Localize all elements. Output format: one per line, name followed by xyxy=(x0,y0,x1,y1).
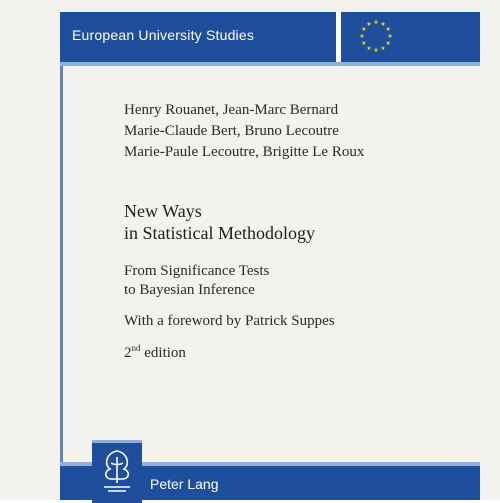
peter-lang-logo-icon xyxy=(92,440,142,503)
subtitle-line-2: to Bayesian Inference xyxy=(124,282,255,298)
eu-star-icon xyxy=(374,48,379,52)
author-line: Henry Rouanet, Jean-Marc Bernard xyxy=(124,102,339,118)
foreword-credit: With a foreword by Patrick Suppes xyxy=(124,313,335,329)
author-line: Marie-Paule Lecoutre, Brigitte Le Roux xyxy=(124,144,365,160)
eu-star-icon xyxy=(367,21,372,25)
left-rule xyxy=(60,66,63,466)
eu-star-icon xyxy=(388,34,393,38)
edition-number: 2 xyxy=(124,345,132,361)
eu-star-icon xyxy=(362,41,367,45)
book-title xyxy=(124,200,315,244)
eu-flag-icon xyxy=(341,14,411,58)
series-title: European University Studies xyxy=(72,27,255,43)
edition-suffix: nd xyxy=(131,343,141,353)
eu-star-icon xyxy=(374,20,379,24)
edition-word: edition xyxy=(140,345,186,361)
eu-star-icon xyxy=(381,21,386,25)
eu-star-icon xyxy=(360,34,365,38)
eu-star-icon xyxy=(386,41,391,45)
title-line-1: New Ways xyxy=(124,201,202,221)
edition-label xyxy=(124,345,186,362)
author-list xyxy=(124,100,364,163)
eu-star-icon xyxy=(367,46,372,50)
title-line-2: in Statistical Methodology xyxy=(124,223,315,243)
eu-star-icon xyxy=(381,46,386,50)
book-subtitle xyxy=(124,262,269,300)
publisher-name: Peter Lang xyxy=(150,476,219,492)
eu-star-icon xyxy=(362,27,367,31)
author-line: Marie-Claude Bert, Bruno Lecoutre xyxy=(124,123,339,139)
subtitle-line-1: From Significance Tests xyxy=(124,263,270,279)
eu-star-icon xyxy=(386,27,391,31)
series-band-strip xyxy=(60,62,480,66)
